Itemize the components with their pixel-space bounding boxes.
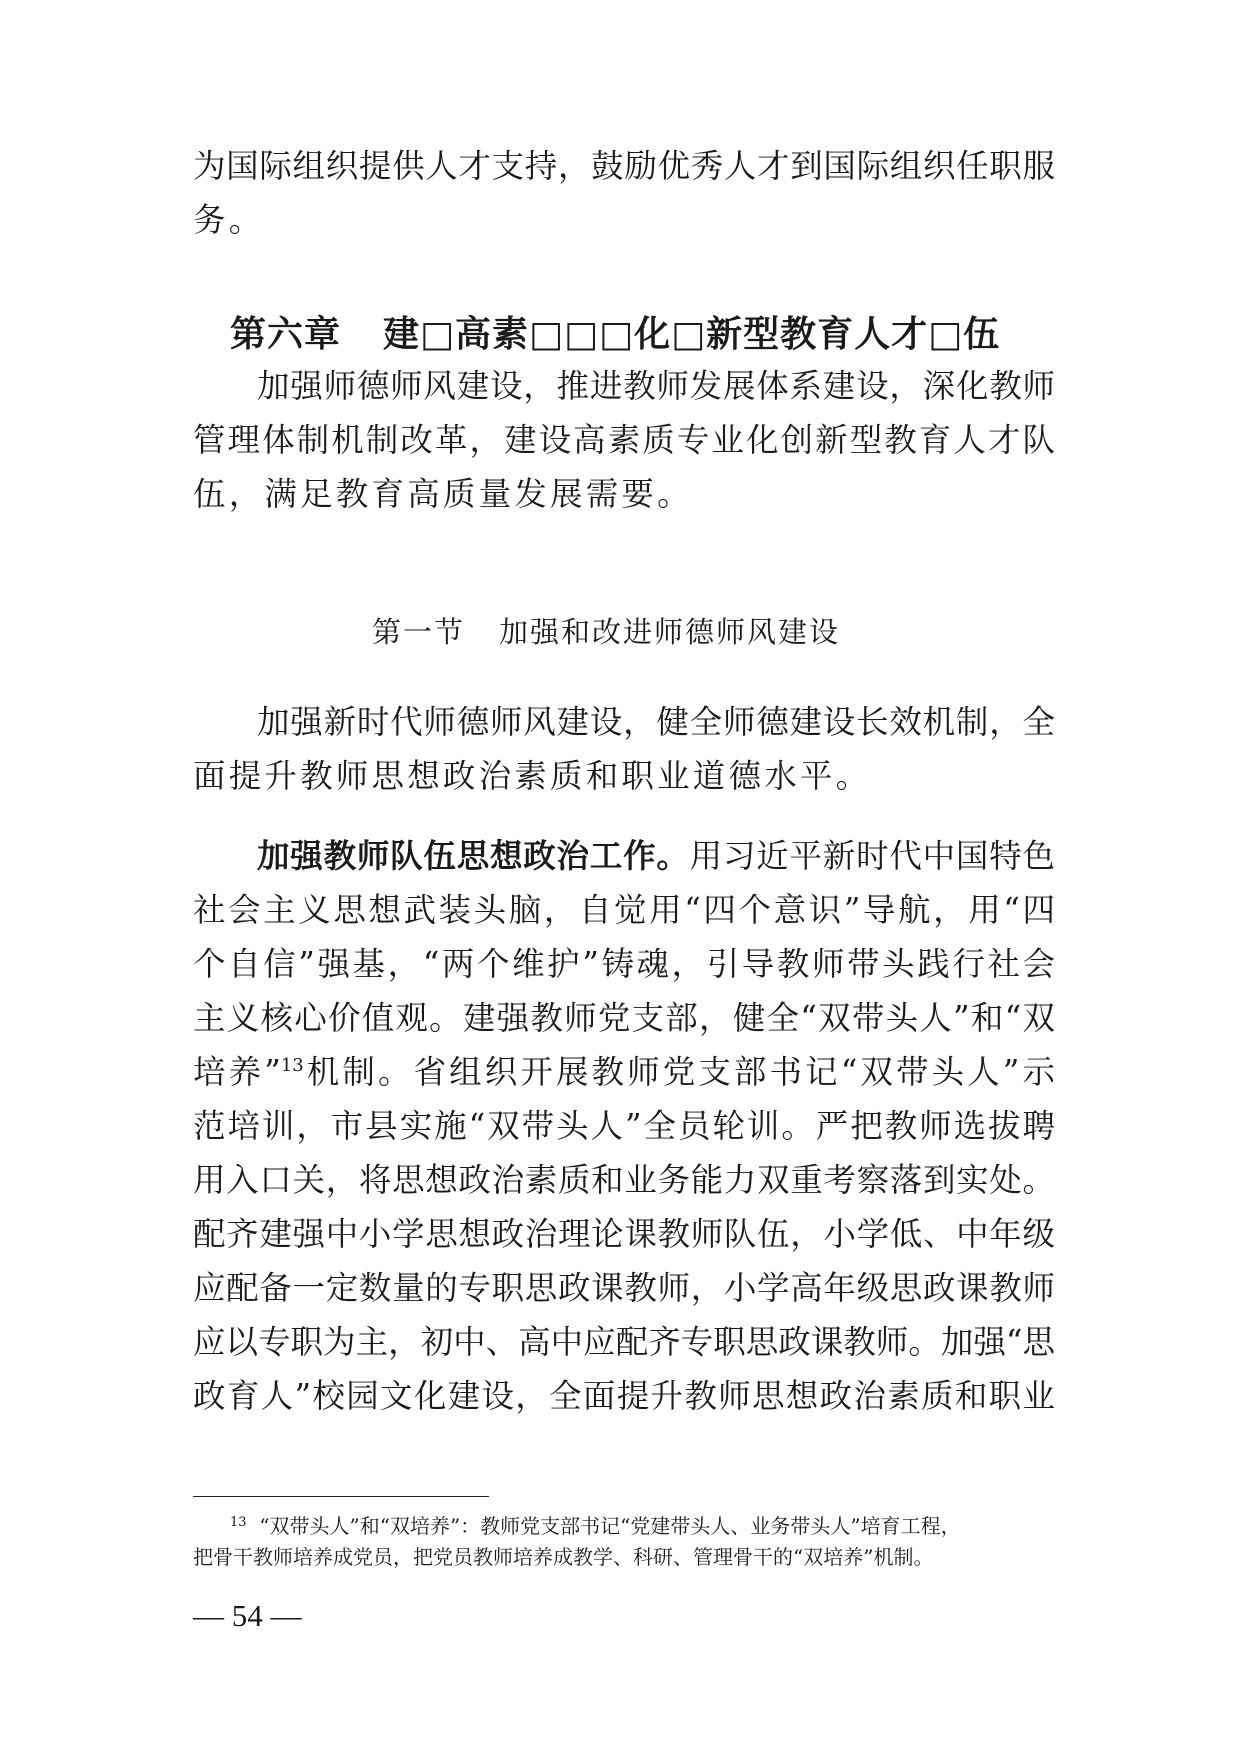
paragraph-line: 面提升教师思想政治素质和职业道德水平。 (193, 757, 872, 795)
footnote-marker: 13 (230, 1515, 247, 1530)
paragraph-line: 加强新时代师德师风建设，健全师德建设长效机制，全 (257, 703, 1055, 741)
page-number: — 54 — (193, 1598, 302, 1633)
paragraph-line: 培养”$^{13}$机制。省组织开展教师党支部书记“双带头人”示 (193, 1053, 1055, 1091)
paragraph-line: 务。 (193, 201, 265, 239)
paragraph-line: 为国际组织提供人才支持，鼓励优秀人才到国际组织任职服 (193, 147, 1055, 185)
paragraph-line: 应配备一定数量的专职思政课教师，小学高年级思政课教师 (193, 1269, 1055, 1307)
paragraph-line: 管理体制机制改革，建设高素质专业化创新型教育人才队 (193, 421, 1055, 459)
paragraph-line: 配齐建强中小学思想政治理论课教师队伍，小学低、中年级 (193, 1215, 1055, 1253)
paragraph-line: 范培训，市县实施“双带头人”全员轮训。严把教师选拔聘 (193, 1107, 1055, 1145)
paragraph-line: 社会主义思想武装头脑，自觉用“四个意识”导航，用“四 (193, 891, 1055, 929)
paragraph-line: 加强教师队伍思想政治工作。用习近平新时代中国特色 (257, 837, 1055, 875)
paragraph-line: 主义核心价值观。建强教师党支部，健全“双带头人”和“双 (193, 999, 1055, 1037)
chapter-title: 建□高素□□□化□新型教育人才□伍 (383, 314, 1001, 355)
paragraph-line: 应以专职为主，初中、高中应配齐专职思政课教师。加强“思 (193, 1323, 1055, 1361)
section-heading (372, 614, 840, 650)
footnote-line: $^{13}$ “双带头人”和“双培养”：教师党支部书记“党建带头人、业务带头人”培育工程， (230, 1514, 961, 1538)
paragraph-line: 加强师德师风建设，推进教师发展体系建设，深化教师 (257, 367, 1055, 405)
section-number: 第一节 (372, 615, 466, 649)
paragraph-line: 个自信”强基，“两个维护”铸魂，引导教师带头践行社会 (193, 945, 1055, 983)
chapter-number: 第六章 (230, 314, 342, 355)
footnote-divider (193, 1496, 489, 1497)
paragraph-line: 用入口关，将思想政治素质和业务能力双重考察落到实处。 (193, 1161, 1055, 1199)
section-title: 加强和改进师德师风建设 (499, 615, 841, 649)
paragraph-line: 政育人”校园文化建设，全面提升教师思想政治素质和职业 (193, 1377, 1055, 1415)
footnote-reference[interactable]: 13 (280, 1055, 304, 1076)
paragraph-line: 伍，满足教育高质量发展需要。 (193, 475, 693, 513)
chapter-heading (230, 313, 1000, 357)
bold-lead-in: 加强教师队伍思想政治工作。 (257, 837, 690, 875)
footnote-line: 把骨干教师培养成党员，把党员教师培养成教学、科研、管理骨干的“双培养”机制。 (193, 1545, 934, 1569)
